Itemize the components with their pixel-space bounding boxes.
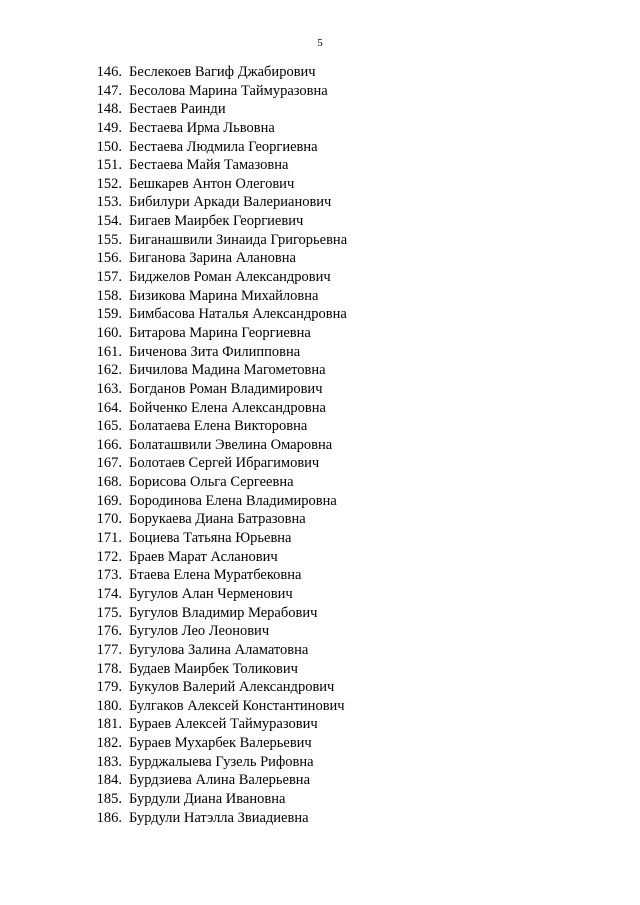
- entry-number: 180.: [96, 697, 122, 714]
- entry-name: Биганашвили Зинаида Григорьевна: [129, 231, 348, 248]
- entry-name: Бестаева Людмила Георгиевна: [129, 138, 318, 155]
- entry-name: Бугулов Лео Леонович: [129, 623, 270, 640]
- entry-number: 182.: [96, 735, 122, 752]
- entry-name: Бичилова Мадина Магометовна: [129, 362, 326, 379]
- list-item: [0, 268, 640, 287]
- list-item: [0, 175, 640, 194]
- list-item: [0, 585, 640, 604]
- entry-number: 181.: [96, 716, 122, 733]
- entry-number: 176.: [96, 623, 122, 640]
- list-item: [0, 622, 640, 641]
- list-item: [0, 697, 640, 716]
- entry-name: Бестаева Майя Тамазовна: [129, 157, 289, 174]
- list-item: [0, 660, 640, 679]
- entry-name: Бородинова Елена Владимировна: [129, 492, 337, 509]
- entry-number: 162.: [96, 362, 122, 379]
- list-item: [0, 436, 640, 455]
- entry-name: Боциева Татьяна Юрьевна: [129, 530, 292, 547]
- entry-name: Бугулова Залина Аламатовна: [129, 641, 309, 658]
- list-item: [0, 529, 640, 548]
- entry-name: Букулов Валерий Александрович: [129, 679, 335, 696]
- list-item: [0, 641, 640, 660]
- entry-number: 146.: [96, 64, 122, 80]
- list-item: [0, 715, 640, 734]
- entry-number: 156.: [96, 250, 122, 267]
- entry-name: Бурджалыева Гузель Рифовна: [129, 753, 314, 770]
- entry-number: 164.: [96, 399, 122, 416]
- entry-name: Битарова Марина Георгиевна: [129, 324, 311, 341]
- entry-number: 175.: [96, 604, 122, 621]
- entry-number: 170.: [96, 511, 122, 528]
- entry-number: 163.: [96, 380, 122, 397]
- list-item: [0, 771, 640, 790]
- entry-name: Биченова Зита Филипповна: [129, 343, 301, 360]
- entry-name: Бойченко Елена Александровна: [129, 399, 326, 416]
- entry-name: Беслекоев Вагиф Джабирович: [129, 64, 316, 80]
- list-item: [0, 678, 640, 697]
- list-item: [0, 753, 640, 772]
- entry-number: 166.: [96, 436, 122, 453]
- entry-name: Болатаева Елена Викторовна: [129, 418, 308, 435]
- page-number: 5: [317, 37, 323, 49]
- entry-name: Булгаков Алексей Константинович: [129, 697, 345, 714]
- list-item: [0, 343, 640, 362]
- entry-name: Бесолова Марина Таймуразовна: [129, 82, 328, 99]
- entry-number: 174.: [96, 585, 122, 602]
- entry-name: Бураев Алексей Таймуразович: [129, 716, 318, 733]
- entry-number: 153.: [96, 194, 122, 211]
- entry-name: Бибилури Аркади Валерианович: [129, 194, 332, 211]
- list-item: [0, 63, 640, 82]
- list-item: [0, 324, 640, 343]
- entry-number: 172.: [96, 548, 122, 565]
- entry-number: 150.: [96, 138, 122, 155]
- entry-name: Биджелов Роман Александрович: [129, 269, 331, 286]
- entry-name: Болотаев Сергей Ибрагимович: [129, 455, 320, 472]
- entry-name: Биганова Зарина Алановна: [129, 250, 296, 267]
- list-item: [0, 790, 640, 809]
- entry-number: 165.: [96, 418, 122, 435]
- entry-number: 177.: [96, 641, 122, 658]
- list-item: [0, 305, 640, 324]
- entry-name: Бестаева Ирма Львовна: [129, 119, 275, 136]
- entry-number: 168.: [96, 474, 122, 491]
- entry-number: 158.: [96, 287, 122, 304]
- entry-name: Борисова Ольга Сергеевна: [129, 474, 294, 491]
- entry-number: 167.: [96, 455, 122, 472]
- list-item: [0, 82, 640, 101]
- entry-number: 160.: [96, 324, 122, 341]
- list-item: [0, 119, 640, 138]
- entry-number: 147.: [96, 82, 122, 99]
- entry-number: 149.: [96, 119, 122, 136]
- list-item: [0, 100, 640, 119]
- list-item: [0, 231, 640, 250]
- entry-name: Бугулов Алан Черменович: [129, 585, 293, 602]
- entry-name: Бестаев Раинди: [129, 101, 226, 118]
- list-item: [0, 604, 640, 623]
- list-item: [0, 156, 640, 175]
- entry-name: Браев Марат Асланович: [129, 548, 278, 565]
- entry-name: Будаев Маирбек Толикович: [129, 660, 298, 677]
- name-list: [0, 63, 640, 827]
- entry-number: 184.: [96, 772, 122, 789]
- entry-name: Бурдули Диана Ивановна: [129, 790, 286, 807]
- list-item: [0, 809, 640, 828]
- entry-name: Бугулов Владимир Мерабович: [129, 604, 318, 621]
- list-item: [0, 361, 640, 380]
- list-item: [0, 417, 640, 436]
- entry-name: Бигаев Маирбек Георгиевич: [129, 213, 304, 230]
- entry-number: 155.: [96, 231, 122, 248]
- entry-number: 178.: [96, 660, 122, 677]
- entry-number: 161.: [96, 343, 122, 360]
- entry-number: 148.: [96, 101, 122, 118]
- list-item: [0, 734, 640, 753]
- entry-name: Бизикова Марина Михайловна: [129, 287, 319, 304]
- entry-number: 179.: [96, 679, 122, 696]
- list-item: [0, 212, 640, 231]
- entry-name: Бураев Мухарбек Валерьевич: [129, 735, 312, 752]
- entry-number: 154.: [96, 213, 122, 230]
- list-item: [0, 492, 640, 511]
- entry-number: 169.: [96, 492, 122, 509]
- list-item: [0, 138, 640, 157]
- entry-name: Болаташвили Эвелина Омаровна: [129, 436, 333, 453]
- entry-number: 186.: [96, 809, 122, 826]
- entry-number: 171.: [96, 530, 122, 547]
- list-item: [0, 380, 640, 399]
- list-item: [0, 510, 640, 529]
- entry-number: 151.: [96, 157, 122, 174]
- entry-name: Бурдули Натэлла Звиадиевна: [129, 809, 309, 826]
- list-item: [0, 249, 640, 268]
- entry-number: 185.: [96, 790, 122, 807]
- entry-name: Борукаева Диана Батразовна: [129, 511, 306, 528]
- list-item: [0, 287, 640, 306]
- entry-number: 157.: [96, 269, 122, 286]
- entry-number: 173.: [96, 567, 122, 584]
- entry-number: 152.: [96, 175, 122, 192]
- list-item: [0, 473, 640, 492]
- entry-number: 183.: [96, 753, 122, 770]
- list-item: [0, 548, 640, 567]
- list-item: [0, 566, 640, 585]
- entry-name: Богданов Роман Владимирович: [129, 380, 323, 397]
- entry-name: Бтаева Елена Муратбековна: [129, 567, 302, 584]
- entry-name: Бешкарев Антон Олегович: [129, 175, 295, 192]
- entry-name: Бурдзиева Алина Валерьевна: [129, 772, 311, 789]
- list-item: [0, 399, 640, 418]
- entry-name: Бимбасова Наталья Александровна: [129, 306, 347, 323]
- list-item: [0, 193, 640, 212]
- list-item: [0, 454, 640, 473]
- entry-number: 159.: [96, 306, 122, 323]
